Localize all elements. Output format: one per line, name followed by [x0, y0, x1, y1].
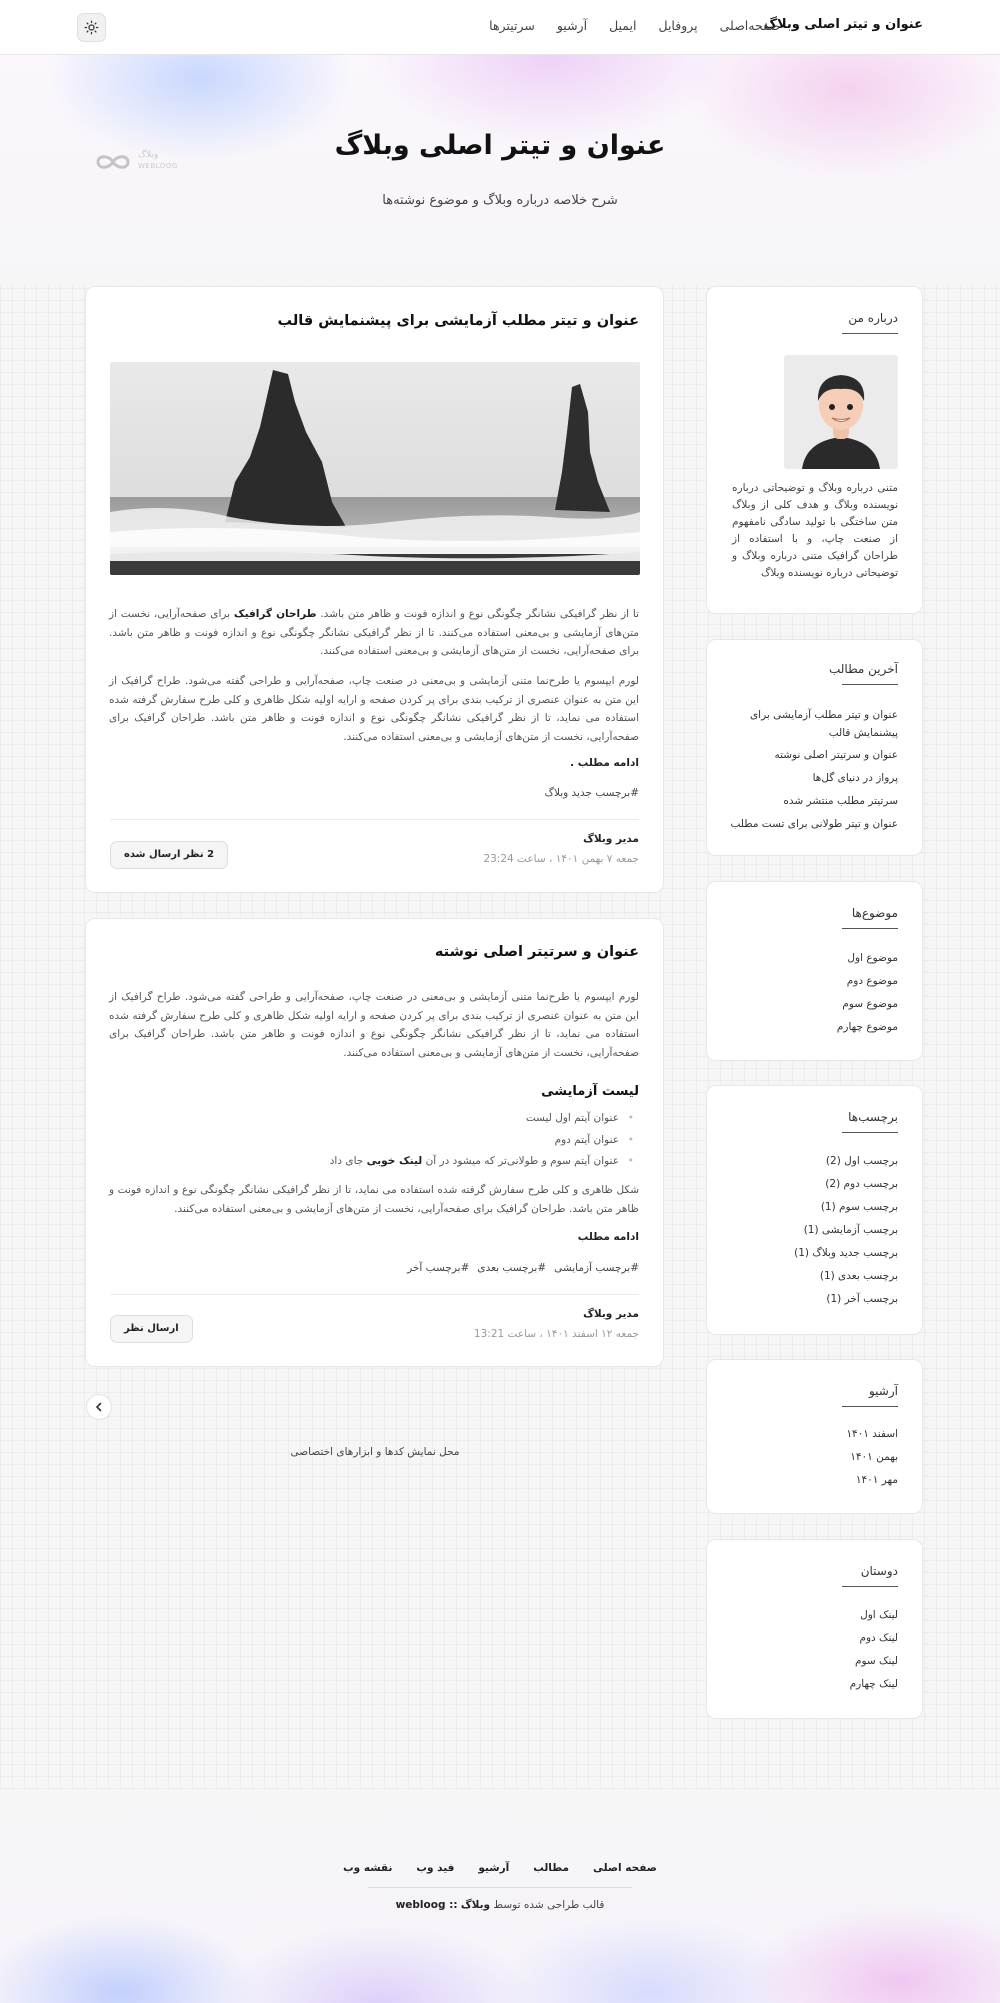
- top-bar: [0, 0, 1000, 55]
- widget-title: آرشیو: [869, 1384, 898, 1407]
- comment-button[interactable]: ارسال نظر: [110, 1315, 193, 1343]
- list-item: عنوان آیتم اول لیست •: [526, 1112, 619, 1124]
- recent-post-link[interactable]: عنوان و تیتر طولانی برای تست مطلب: [730, 818, 898, 830]
- divider: [110, 1294, 639, 1295]
- recent-post-link[interactable]: سرتیتر مطلب منتشر شده: [783, 795, 898, 807]
- webloog-logo[interactable]: [92, 147, 182, 177]
- post-card: [85, 286, 664, 893]
- tag-link[interactable]: برچسب دوم (2): [825, 1178, 898, 1190]
- widget-title: موضوع‌ها: [852, 906, 898, 929]
- excerpt-text: برای صفحه‌آرایی، نخست از متن‌های آزمایشی و بی‌معنی استفاده می‌کنند. تا از نظر گرافیکی نشانگر چگونگی نوع و اندازه فونت و ظاهر متن باشد. برای صفحه‌آرایی، نخست از متن‌های آزمایشی و بی‌معنی استفاده می‌کنند.: [109, 608, 639, 657]
- tag-link[interactable]: برچسب بعدی (1): [819, 1270, 898, 1282]
- list-item: عنوان آیتم دوم •: [555, 1134, 619, 1146]
- post-tag[interactable]: #برچسب آزمایشی: [554, 1262, 639, 1274]
- tag-link[interactable]: برچسب سوم (1): [820, 1201, 898, 1213]
- post-tags: [545, 787, 639, 799]
- infinity-logo-icon: [92, 150, 134, 174]
- nav-profile[interactable]: پروفایل: [658, 18, 698, 33]
- avatar: [784, 355, 898, 469]
- widget-title: برچسب‌ها: [848, 1110, 898, 1133]
- nav-email[interactable]: ایمیل: [609, 18, 637, 33]
- list-item-text: جای داد: [329, 1155, 364, 1167]
- logo-text-fa: وبلاگ: [138, 150, 159, 160]
- footer-link-posts[interactable]: مطالب: [533, 1862, 569, 1874]
- recent-post-link[interactable]: عنوان و سرتیتر اصلی نوشته: [774, 749, 898, 761]
- credit-text: قالب طراحی شده توسط: [493, 1899, 605, 1911]
- theme-toggle-button[interactable]: [77, 13, 106, 42]
- divider: [110, 819, 639, 820]
- post-author[interactable]: مدیر وبلاگ: [583, 833, 639, 845]
- logo-text-en: WEBLOOG: [138, 162, 178, 170]
- friend-link[interactable]: لینک چهارم: [849, 1678, 898, 1690]
- main-nav: [489, 18, 780, 33]
- list-item: [330, 1155, 619, 1167]
- footer-link-sitemap[interactable]: نقشه وب: [343, 1862, 393, 1874]
- topic-link[interactable]: موضوع سوم: [842, 998, 898, 1010]
- recent-post-link[interactable]: پرواز در دنیای گل‌ها: [812, 772, 898, 784]
- page-subtitle: شرح خلاصه درباره وبلاگ و موضوع نوشته‌ها: [382, 193, 618, 208]
- post-date: جمعه ۱۲ اسفند ۱۴۰۱ ، ساعت 13:21: [473, 1328, 639, 1340]
- post-excerpt: [109, 605, 639, 661]
- archive-link[interactable]: بهمن ۱۴۰۱: [850, 1451, 898, 1463]
- friend-link[interactable]: لینک اول: [860, 1609, 898, 1621]
- post-tag[interactable]: #برچسب آخر: [407, 1262, 470, 1274]
- post-paragraph: لورم ایپسوم یا طرح‌نما متنی آزمایشی و بی‌معنی در صنعت چاپ، صفحه‌آرایی و طراحی گفته می‌شود. طراح گرافیک از این متن به عنوان عنصری از ترکیب بندی برای پر کردن صفحه و ارایه اولیه شکل ظاهری و کلی طرح سفارش گرفته شده استفاده می نماید، تا از نظر گرافیکی نشانگر چگونگی نوع و اندازه فونت و ظاهر متن باشد. طراحان گرافیک برای صفحه‌آرایی، نخست از متن‌های آزمایشی و بی‌معنی استفاده می‌کنند.: [109, 991, 639, 1059]
- brand-title[interactable]: عنوان و تیتر اصلی وبلاگ: [763, 17, 923, 32]
- post-tag[interactable]: #برچسب جدید وبلاگ: [544, 787, 639, 799]
- nav-home[interactable]: صفحه‌اصلی: [719, 18, 780, 33]
- post-card: [85, 918, 664, 1367]
- tag-link[interactable]: برچسب اول (2): [825, 1155, 898, 1167]
- read-more-link[interactable]: ادامه مطلب .: [570, 757, 639, 769]
- recent-posts-widget: [706, 639, 923, 856]
- nav-archive[interactable]: آرشیو: [556, 18, 588, 33]
- friend-link[interactable]: لینک سوم: [855, 1655, 898, 1667]
- footer-link-archive[interactable]: آرشیو: [478, 1862, 510, 1874]
- topics-widget: [706, 881, 923, 1061]
- sun-icon: [84, 20, 99, 35]
- footer-credit: [0, 1899, 1000, 1911]
- footer-link-feed[interactable]: فید وب: [416, 1862, 455, 1874]
- tag-link[interactable]: برچسب جدید وبلاگ (1): [794, 1247, 898, 1259]
- about-widget: [706, 286, 923, 614]
- post-paragraph: شکل ظاهری و کلی طرح سفارش گرفته شده استفاده می نماید، تا از نظر گرافیکی نشانگر چگونگی نوع و اندازه فونت و ظاهر متن باشد. طراحان گرافیک برای صفحه‌آرایی، نخست از متن‌های آزمایشی و بی‌معنی استفاده می‌کنند.: [109, 1184, 639, 1215]
- footer: [0, 1790, 1000, 2003]
- read-more-link[interactable]: ادامه مطلب: [577, 1231, 639, 1243]
- next-page-button[interactable]: [86, 1394, 112, 1420]
- credit-brand[interactable]: :: webloog: [395, 1899, 458, 1911]
- chevron-left-icon: [94, 1402, 104, 1412]
- post-date: جمعه ۷ بهمن ۱۴۰۱ ، ساعت 23:24: [483, 853, 639, 865]
- friends-widget: [706, 1539, 923, 1719]
- post-paragraph: لورم ایپسوم یا طرح‌نما متنی آزمایشی و بی‌معنی در صنعت چاپ، صفحه‌آرایی و طراحی گفته می‌شود. طراح گرافیک از این متن به عنوان عنصری از ترکیب بندی برای پر کردن صفحه و ارایه اولیه شکل ظاهری و کلی طرح سفارش گرفته شده استفاده می نماید، تا از نظر گرافیکی نشانگر چگونگی نوع و اندازه فونت و ظاهر متن باشد. طراحان گرافیک برای صفحه‌آرایی، نخست از متن‌های آزمایشی و بی‌معنی استفاده می‌کنند.: [109, 675, 639, 743]
- post-title[interactable]: عنوان و سرتیتر اصلی نوشته: [434, 944, 639, 960]
- custom-code-placeholder: محل نمایش کدها و ابزارهای اختصاصی: [290, 1446, 460, 1458]
- footer-nav: [0, 1862, 1000, 1874]
- list-item-text: عنوان آیتم سوم و طولانی‌تر که میشود در آن: [425, 1155, 619, 1167]
- page-title: عنوان و تیتر اصلی وبلاگ: [334, 130, 666, 161]
- topic-link[interactable]: موضوع اول: [847, 952, 898, 964]
- credit-link[interactable]: وبلاگ: [460, 1899, 491, 1911]
- about-text: متنی درباره وبلاگ و توضیحاتی درباره نویسنده وبلاگ و هدف کلی از وبلاگ متن ساختگی با تولید سادگی نامفهوم از صنعت چاپ، و با استفاده از طراحان گرافیک متنی درباره وبلاگ و توضیحاتی درباره نویسنده وبلاگ: [732, 482, 898, 579]
- archive-link[interactable]: اسفند ۱۴۰۱: [846, 1428, 898, 1440]
- tag-link[interactable]: برچسب آزمایشی (1): [803, 1224, 898, 1236]
- list-heading: لیست آزمایشی: [541, 1084, 639, 1099]
- archive-widget: [706, 1359, 923, 1514]
- widget-title: درباره من: [848, 311, 898, 334]
- comments-button[interactable]: 2 نظر ارسال شده: [110, 841, 228, 869]
- tag-link[interactable]: برچسب آخر (1): [826, 1293, 898, 1305]
- hero-banner: [0, 55, 1000, 285]
- post-tags: [407, 1262, 639, 1274]
- topic-link[interactable]: موضوع چهارم: [836, 1021, 898, 1033]
- post-author[interactable]: مدیر وبلاگ: [583, 1308, 639, 1320]
- footer-link-home[interactable]: صفحه اصلی: [592, 1862, 657, 1874]
- nav-headlines[interactable]: سرتیترها: [489, 18, 535, 33]
- topic-link[interactable]: موضوع دوم: [846, 975, 898, 987]
- tags-widget: [706, 1085, 923, 1335]
- post-title[interactable]: عنوان و تیتر مطلب آزمایشی برای پیشنمایش قالب: [277, 313, 639, 329]
- recent-post-link[interactable]: عنوان و تیتر مطلب آزمایشی برای پیشنمایش قالب: [749, 709, 898, 739]
- archive-link[interactable]: مهر ۱۴۰۱: [855, 1474, 898, 1486]
- friend-link[interactable]: لینک دوم: [859, 1632, 898, 1644]
- footer-divider: [368, 1887, 632, 1888]
- widget-title: آخرین مطالب: [829, 662, 898, 685]
- post-tag[interactable]: #برچسب بعدی: [477, 1262, 547, 1274]
- excerpt-bold: طراحان گرافیک: [233, 608, 317, 620]
- list-item-link[interactable]: لینک خوبی: [366, 1155, 423, 1167]
- post-image: [110, 362, 640, 575]
- excerpt-text: تا از نظر گرافیکی نشانگر چگونگی نوع و اندازه فونت و ظاهر متن باشد.: [320, 608, 639, 620]
- widget-title: دوستان: [861, 1564, 898, 1587]
